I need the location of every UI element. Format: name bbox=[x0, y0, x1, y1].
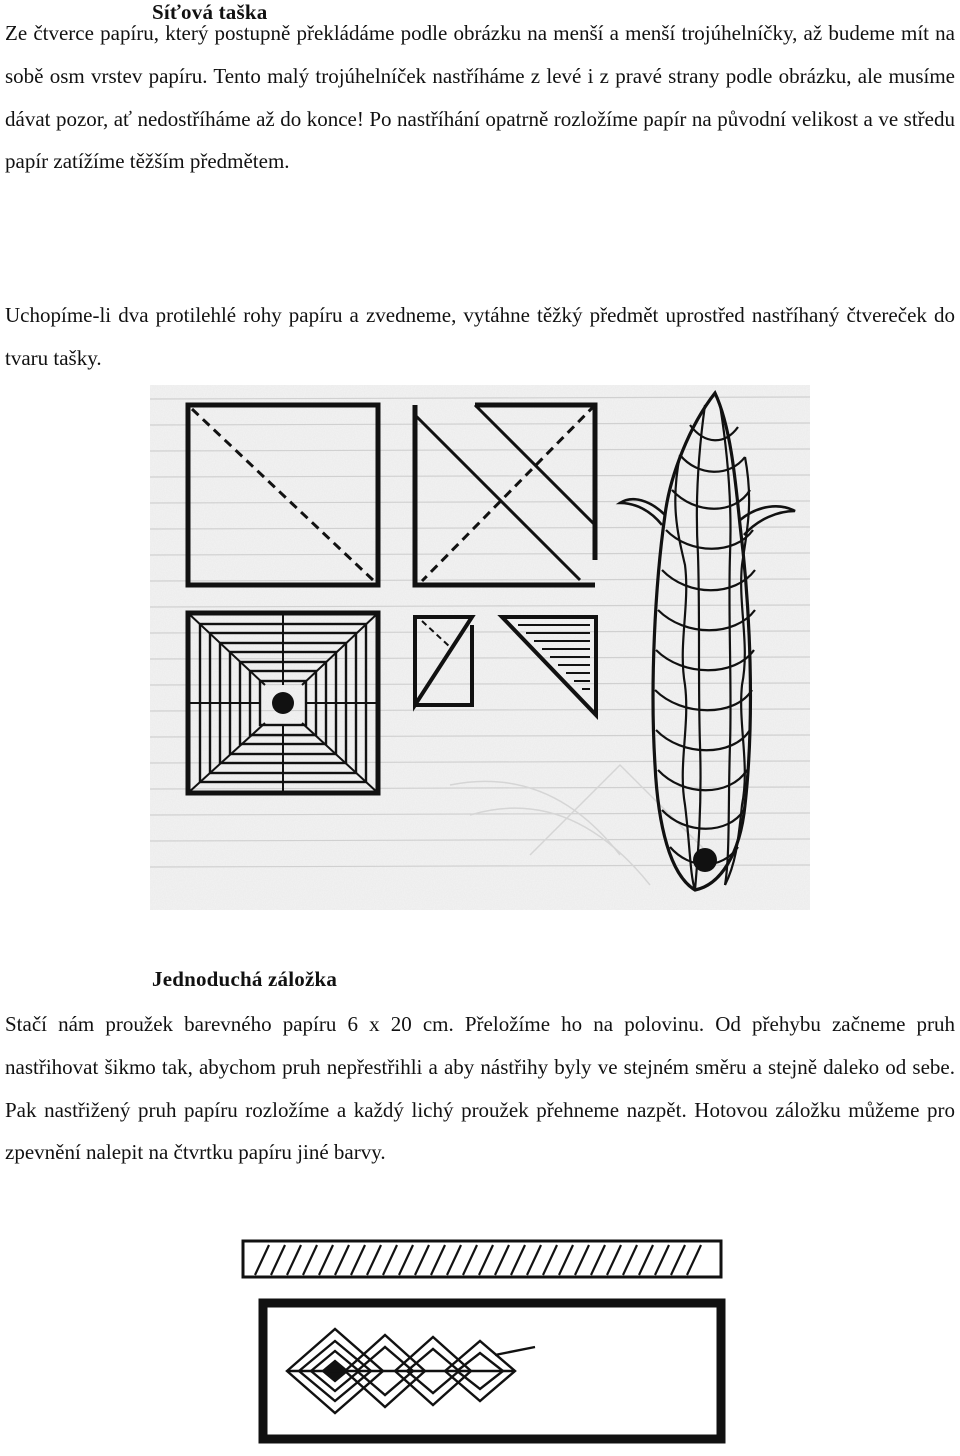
cut-pattern-square bbox=[188, 613, 378, 793]
net-bag-paragraph-2: Uchopíme-li dva protilehlé rohy papíru a zvedneme, vytáhne těžký předmět uprostřed nastříhaný čtvereček do tvaru tašky. bbox=[5, 303, 955, 370]
bookmark-finished bbox=[263, 1303, 721, 1439]
net-bag-paragraph-1: Ze čtverce papíru, který postupně překládáme podle obrázku na menší a menší trojúhelníčky, až budeme mít na sobě osm vrstev papíru. Tento malý trojúhelníček nastříháme z levé i z pravé strany podle obrázku, ale musíme dávat pozor, ať nedostříháme až do konce! Po nastříhání opatrně rozložíme papír na původní velikost a ve středu papír zatížíme těžším předmětem. bbox=[5, 21, 955, 174]
bookmark-strip-cut bbox=[243, 1241, 721, 1277]
bookmark-illustration bbox=[235, 1235, 730, 1445]
section-title-net-bag: Síťová taška bbox=[152, 0, 268, 24]
net-bag-illustration bbox=[150, 385, 810, 910]
bookmark-paragraph-1: Stačí nám proužek barevného papíru 6 x 20 cm. Přeložíme ho na polovinu. Od přehybu začneme pruh nastřihovat šikmo tak, abychom pruh nepřestřihli a aby nástřihy byly ve stejném směru a stejně daleko od sebe. Pak nastřižený pruh papíru rozložíme a každý lichý proužek přehneme nazpět. Hotovou záložku můžeme pro zpevnění nalepit na čtvrtku papíru jiné barvy. bbox=[5, 1012, 955, 1165]
section-title-simple-bookmark: Jednoduchá záložka bbox=[152, 967, 338, 991]
